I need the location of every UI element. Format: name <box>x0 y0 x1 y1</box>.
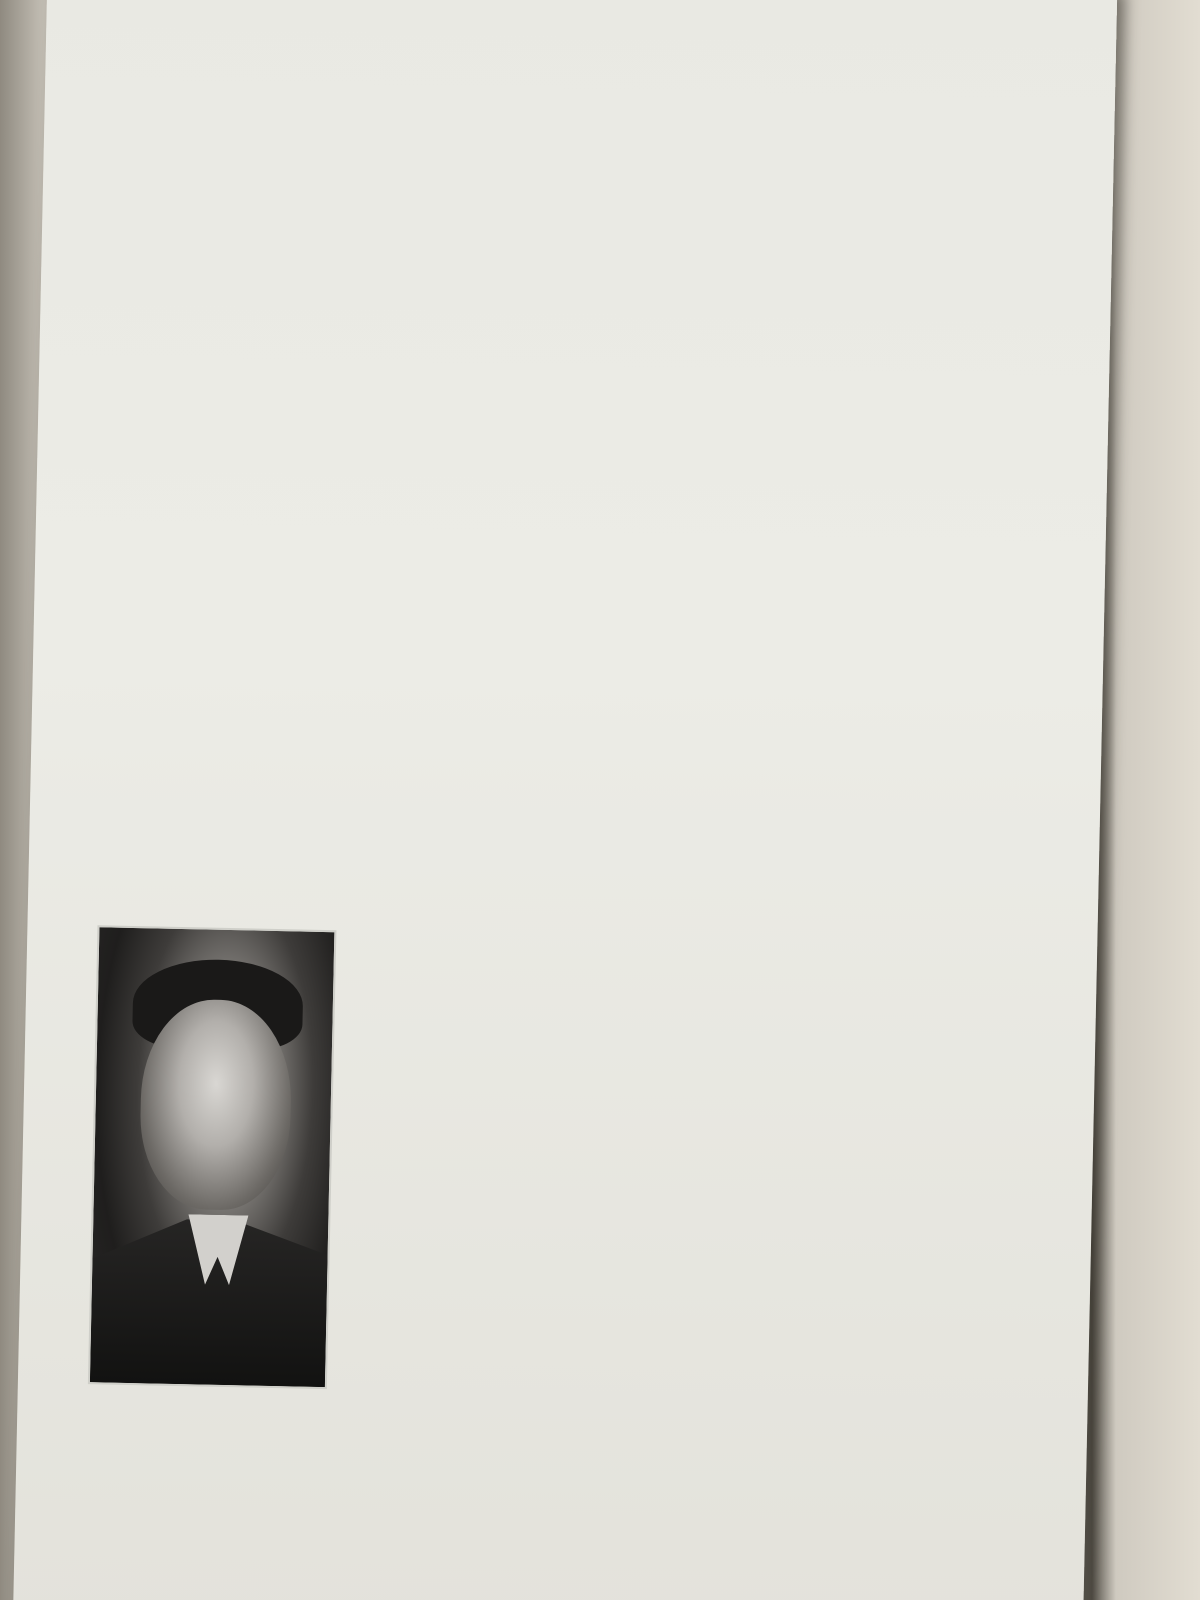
portrait-photo <box>88 925 337 1389</box>
right-column-text <box>382 966 1082 981</box>
facing-page-edge <box>1148 0 1200 1600</box>
portrait-face <box>139 998 293 1211</box>
book-page <box>13 0 1118 1600</box>
